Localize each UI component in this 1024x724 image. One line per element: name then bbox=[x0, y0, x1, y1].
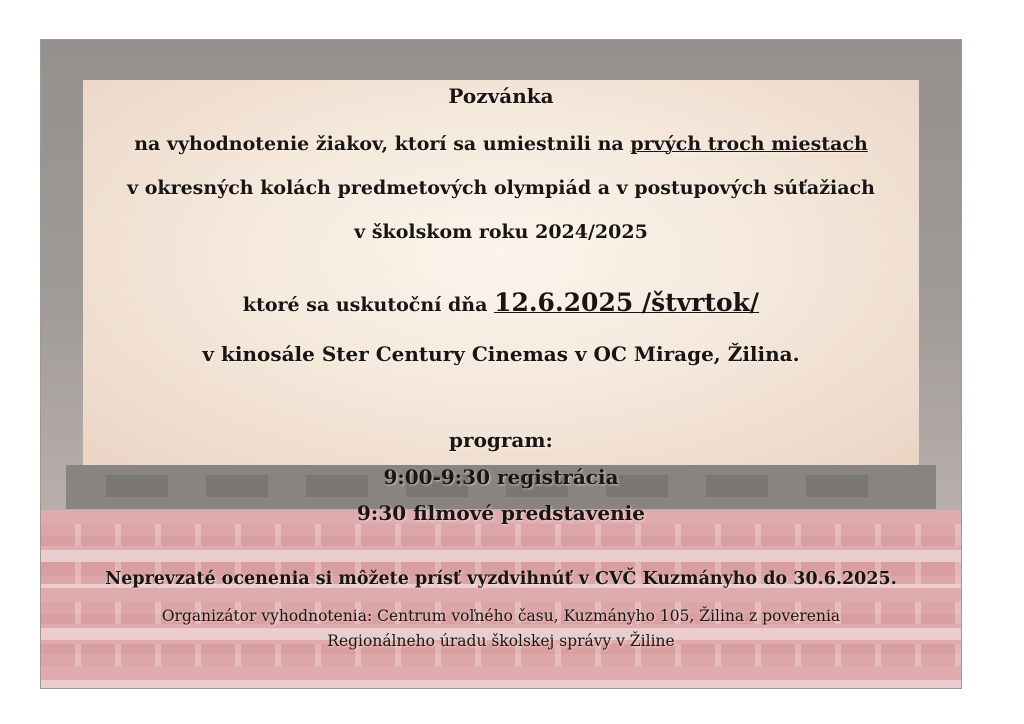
program-item: 9:00-9:30 registrácia bbox=[383, 465, 619, 489]
event-venue: v kinosále Ster Century Cinemas v OC Mirage, Žilina. bbox=[202, 342, 800, 366]
line-1-underlined: prvých troch miestach bbox=[630, 133, 868, 155]
program-heading: program: bbox=[449, 428, 553, 452]
invitation-line-1 bbox=[41, 133, 961, 155]
award-pickup-note: Neprevzaté ocenenia si môžete prísť vyzdvihnúť v CVČ Kuzmányho do 30.6.2025. bbox=[105, 569, 897, 589]
invitation-line-3: v školskom roku 2024/2025 bbox=[354, 221, 648, 243]
organizer-line-1: Organizátor vyhodnotenia: Centrum voľného času, Kuzmányho 105, Žilina z poverenia bbox=[161, 607, 841, 625]
date-prefix: ktoré sa uskutoční dňa bbox=[242, 294, 488, 316]
invitation-title: Pozvánka bbox=[448, 84, 554, 108]
event-date: 12.6.2025 /štvrtok/ bbox=[494, 288, 760, 317]
invitation-line-2: v okresných kolách predmetových olympiád a v postupových súťažiach bbox=[127, 177, 875, 199]
program-item: 9:30 filmové predstavenie bbox=[357, 501, 645, 525]
line-1-prefix: na vyhodnotenie žiakov, ktorí sa umiestnili na bbox=[134, 133, 624, 155]
event-date-line bbox=[41, 288, 961, 317]
invitation-card bbox=[40, 39, 962, 689]
organizer-line-2: Regionálneho úradu školskej správy v Žiline bbox=[327, 632, 675, 650]
